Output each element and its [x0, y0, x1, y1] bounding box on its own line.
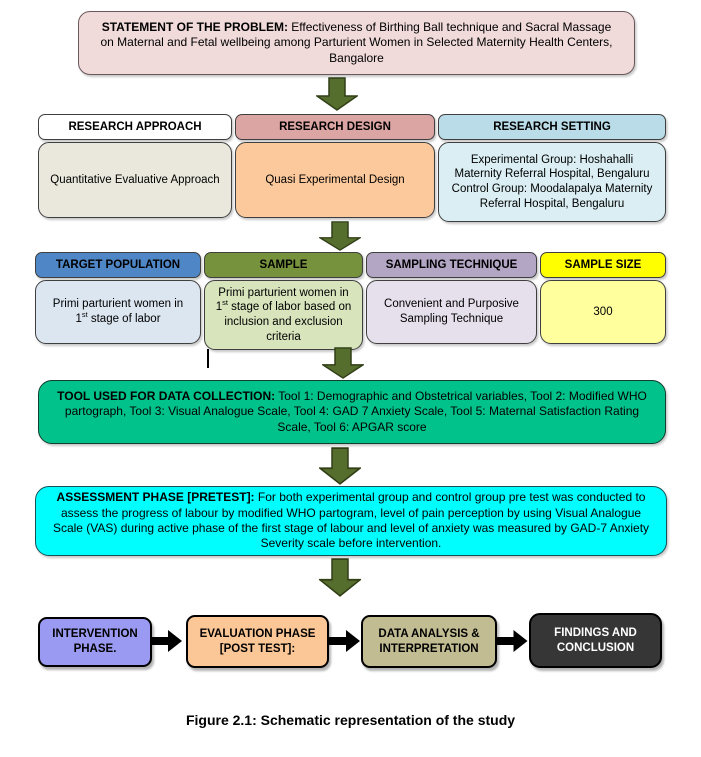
research-setting-body: Experimental Group: Hoshahalli Maternity Referral Hospital, Bengaluru Control Group: Moodalapalya Maternity Referral Hospital, Bengaluru — [438, 142, 666, 222]
target-population-text: Primi parturient women in 1st stage of labor — [52, 298, 184, 325]
right-arrow-icon — [151, 630, 183, 652]
research-setting-header: RESEARCH SETTING — [438, 114, 666, 140]
sample-size-body: 300 — [540, 280, 666, 344]
research-design-body: Quasi Experimental Design — [235, 142, 435, 218]
tool-collection-box — [38, 380, 666, 444]
down-arrow-icon — [319, 558, 361, 597]
down-arrow-icon — [316, 77, 358, 111]
figure-caption: Figure 2.1: Schematic representation of the study — [185, 712, 516, 728]
target-population-body — [35, 280, 201, 344]
assessment-phase-box — [35, 486, 667, 556]
assessment-phase-text: ASSESSMENT PHASE [PRETEST]: For both experimental group and control group pre test was conducted to assess the progress of labour by modified WHO partogram, level of pain perception by using Visual Analogue Scale (VAS) during active phase of the first stage of labour and level of anxiety was measured by GAD-7 Anxiety Severity scale before intervention. — [52, 490, 650, 551]
statement-of-problem-box — [78, 11, 635, 75]
intervention-phase-box: INTERVENTION PHASE. — [38, 617, 152, 667]
sampling-technique-body: Convenient and Purposive Sampling Technique — [366, 280, 537, 344]
right-arrow-icon — [496, 630, 529, 652]
data-analysis-box: DATA ANALYSIS & INTERPRETATION — [361, 615, 497, 668]
research-approach-body: Quantitative Evaluative Approach — [38, 142, 232, 218]
tool-collection-text: TOOL USED FOR DATA COLLECTION: Tool 1: Demographic and Obstetrical variables, Tool 2: Modified WHO partograph, Tool 3: Visual Analogue Scale, Tool 4: GAD 7 Anxiety Scale, Tool 5: Maternal Satisfaction Rating Scale, Tool 6: APGAR score — [57, 388, 647, 434]
statement-text: STATEMENT OF THE PROBLEM: Effectiveness of Birthing Ball technique and Sacral Massage on Maternal and Fetal wellbeing among Parturient Women in Selected Maternity Health Centers, Bangalore — [100, 19, 613, 65]
target-population-header: TARGET POPULATION — [35, 252, 201, 278]
sample-size-header: SAMPLE SIZE — [540, 252, 666, 278]
right-arrow-icon — [329, 630, 361, 652]
sample-body — [204, 280, 363, 350]
evaluation-phase-box: EVALUATION PHASE [POST TEST]: — [186, 615, 329, 668]
down-arrow-icon — [322, 347, 364, 379]
research-approach-header: RESEARCH APPROACH — [38, 114, 232, 140]
down-arrow-icon — [319, 221, 361, 251]
sampling-technique-header: SAMPLING TECHNIQUE — [366, 252, 537, 278]
sample-header: SAMPLE — [204, 252, 363, 278]
sample-text: Primi parturient women in 1st stage of labor based on inclusion and exclusion criteria — [215, 286, 352, 343]
connector-line — [207, 349, 209, 368]
down-arrow-icon — [319, 447, 361, 485]
findings-conclusion-box: FINDINGS AND CONCLUSION — [529, 613, 662, 668]
research-design-header: RESEARCH DESIGN — [235, 114, 435, 140]
